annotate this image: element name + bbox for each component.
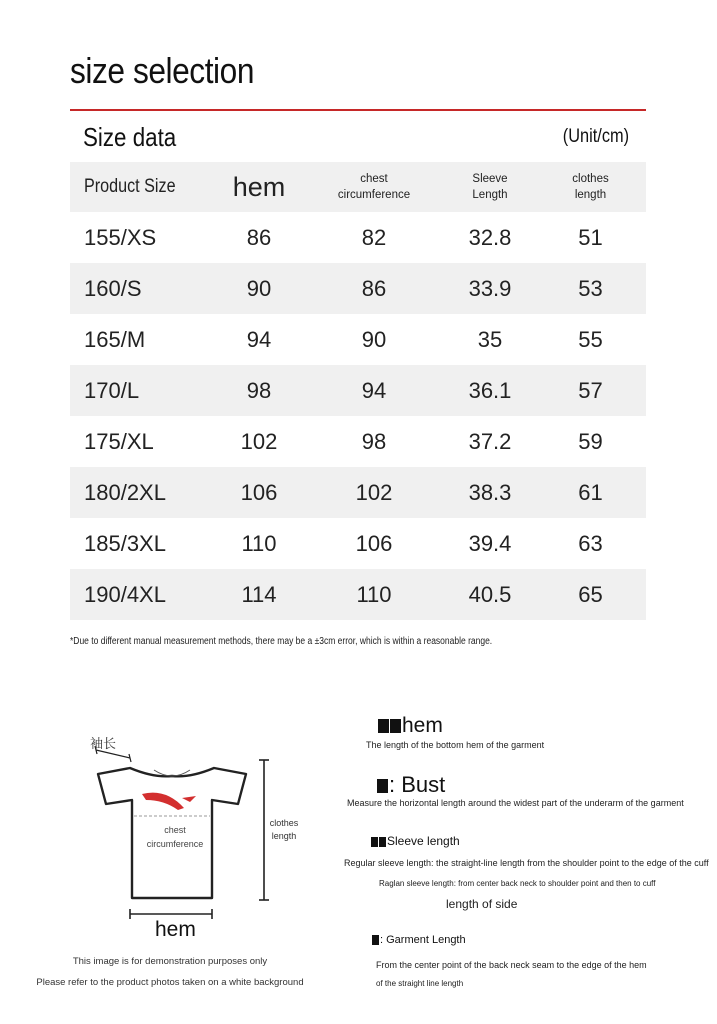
note-garment-desc-2: of the straight line length: [376, 979, 464, 988]
cell-size: 185/3XL: [84, 530, 166, 556]
cell-length: 57: [578, 377, 603, 403]
note-sleeve-desc-raglan: Raglan sleeve length: from center back neck to shoulder point and then to cuff: [379, 879, 656, 888]
note-garment-desc: From the center point of the back neck seam to the edge of the hem: [376, 960, 647, 970]
cell-sleeve: 37.2: [468, 428, 512, 454]
missing-glyph-icon: [377, 779, 388, 793]
note-hem-desc: The length of the bottom hem of the garment: [366, 740, 545, 750]
missing-glyph-icon: [379, 837, 386, 847]
cell-size: 175/XL: [84, 428, 154, 454]
table-row: [70, 569, 646, 620]
table-row: [70, 365, 646, 416]
header-chest: chest circumference: [337, 173, 411, 201]
cell-sleeve: 40.5: [468, 581, 512, 607]
cell-length: 55: [578, 326, 603, 352]
cell-size: 155/XS: [84, 224, 157, 250]
page-title: size selection: [70, 50, 255, 91]
cell-length: 51: [578, 224, 603, 250]
cell-hem: 102: [240, 428, 278, 454]
note-hem-title: hem: [378, 714, 443, 738]
note-sleeve-desc-side: length of side: [446, 897, 518, 911]
cell-sleeve: 38.3: [468, 479, 512, 505]
table-row: [70, 314, 646, 365]
cell-size: 170/L: [84, 377, 140, 403]
note-bust-desc: Measure the horizontal length around the widest part of the underarm of the garment: [347, 798, 684, 808]
cell-sleeve: 36.1: [468, 377, 512, 403]
table-row: [70, 416, 646, 467]
table-row: [70, 263, 646, 314]
cell-size: 160/S: [84, 275, 142, 301]
title-divider: [70, 109, 646, 111]
cell-length: 63: [578, 530, 603, 556]
cell-sleeve: 35: [477, 326, 503, 352]
cell-length: 65: [578, 581, 603, 607]
diagram-length-label: clothes length: [269, 818, 299, 841]
cell-chest: 90: [361, 326, 387, 352]
missing-glyph-icon: [372, 935, 379, 945]
size-data-title: Size data: [83, 122, 177, 152]
cell-hem: 110: [241, 530, 277, 556]
cell-sleeve: 32.8: [468, 224, 512, 250]
header-hem: hem: [232, 171, 286, 202]
missing-glyph-icon: [371, 837, 378, 847]
cell-hem: 98: [246, 377, 272, 403]
cell-size: 165/M: [84, 326, 146, 352]
cell-size: 180/2XL: [84, 479, 166, 505]
missing-glyph-icon: [390, 719, 401, 733]
cell-chest: 86: [361, 275, 387, 301]
cell-chest: 82: [361, 224, 387, 250]
cell-hem: 86: [246, 224, 272, 250]
table-header-row: [70, 162, 646, 212]
cell-hem: 94: [246, 326, 272, 352]
size-table: [70, 162, 646, 620]
diagram-caption-note: Please refer to the product photos taken on a white background: [36, 977, 304, 988]
table-row: [70, 212, 646, 263]
cell-length: 53: [578, 275, 603, 301]
cell-hem: 106: [240, 479, 278, 505]
header-product-size: Product Size: [84, 176, 176, 197]
cell-hem: 114: [241, 581, 277, 607]
cell-chest: 110: [356, 581, 392, 607]
diagram-sleeve-label: 袖长: [90, 736, 117, 751]
cell-chest: 98: [361, 428, 387, 454]
cell-length: 61: [578, 479, 603, 505]
cell-chest: 106: [355, 530, 393, 556]
diagram-caption: This image is for demonstration purposes only: [72, 956, 268, 967]
cell-size: 190/4XL: [84, 581, 166, 607]
diagram-hem-label: hem: [155, 918, 196, 941]
header-length: clothes length: [572, 173, 609, 201]
cell-sleeve: 33.9: [468, 275, 512, 301]
measurement-footnote: *Due to different manual measurement methods, there may be a ±3cm error, which is within a reasonable range.: [70, 636, 493, 647]
cell-sleeve: 39.4: [468, 530, 512, 556]
table-row: [70, 467, 646, 518]
cell-length: 59: [578, 428, 603, 454]
cell-chest: 94: [361, 377, 387, 403]
table-row: [70, 518, 646, 569]
diagram-chest-label: chest circumference: [146, 825, 204, 849]
note-bust-title: : Bust: [377, 772, 445, 798]
note-sleeve-title: Sleeve length: [371, 834, 460, 848]
missing-glyph-icon: [378, 719, 389, 733]
unit-label: (Unit/cm): [562, 126, 629, 147]
cell-chest: 102: [355, 479, 393, 505]
cell-hem: 90: [246, 275, 272, 301]
note-garment-title: : Garment Length: [372, 934, 466, 946]
header-sleeve: Sleeve Length: [472, 173, 508, 201]
note-sleeve-desc-regular: Regular sleeve length: the straight-line length from the shoulder point to the edge of the cuff: [344, 858, 709, 868]
